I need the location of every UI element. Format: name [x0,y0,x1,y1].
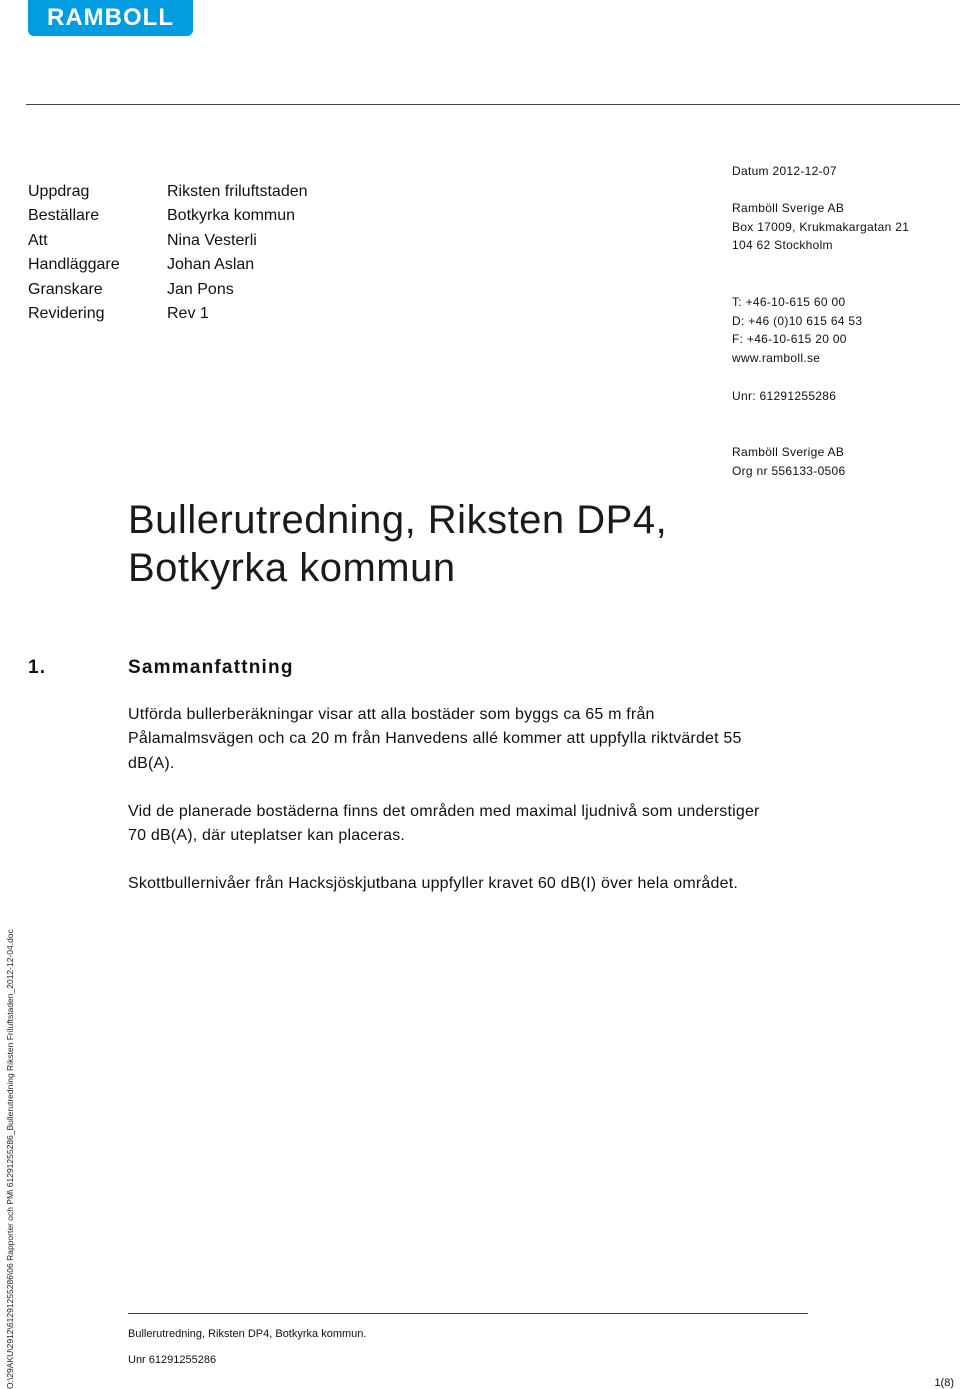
footer-title: Bullerutredning, Riksten DP4, Botkyrka kommun. [128,1328,367,1340]
meta-row-revidering [28,302,308,326]
meta-row-uppdrag [28,180,308,204]
meta-value: Nina Vesterli [167,231,257,249]
company-name: Ramböll Sverige AB [732,201,845,215]
company-address-block [732,199,909,255]
company-org-number: Org nr 556133-0506 [732,463,846,478]
document-title [128,496,667,592]
company-registration-block [732,443,845,480]
section-number: 1. [28,657,47,678]
meta-value: Rev 1 [167,305,209,323]
ramboll-logo [28,0,193,36]
paragraph-3: Skottbullernivåer från Hacksjöskjutbana uppfyller kravet 60 dB(I) över hela området. [128,875,738,892]
document-title-line2: Botkyrka kommun [128,546,456,590]
section-title: Sammanfattning [128,657,294,678]
meta-label: Handläggare [28,256,120,274]
company-postal: 104 62 Stockholm [732,238,833,252]
company-website[interactable]: www.ramboll.se [732,350,821,365]
logo-text: RAMBOLL [47,4,174,31]
side-file-path: O:\29AKU\2912\61291255286\06 Rapporter och PM\ 61291255286_Bullerutredning Riksten Friluftstaden_2012-12-04.doc [5,929,15,1389]
meta-table [28,180,308,326]
page-number: 1(8) [934,1377,954,1389]
meta-row-handlaggare [28,253,308,277]
paragraph-1: Utförda bullerberäkningar visar att alla bostäder som byggs ca 65 m från Pålamalmsvägen och ca 20 m från Hanvedens allé kommer att uppfylla riktvärdet 55 dB(A). [128,706,742,772]
meta-label: Uppdrag [28,183,90,200]
company-unr: Unr: 61291255286 [732,389,837,403]
meta-value: Jan Pons [167,280,234,298]
company-direct-phone: D: +46 (0)10 615 64 53 [732,313,863,328]
paragraph-2: Vid de planerade bostäderna finns det områden med maximal ljudnivå som understiger 70 dB(A), där uteplatser kan placeras. [128,803,760,845]
footer-divider [128,1313,808,1314]
document-title-line1: Bullerutredning, Riksten DP4, [128,498,668,542]
meta-value: Johan Aslan [167,256,255,274]
meta-label: Beställare [28,207,100,225]
company-phone: T: +46-10-615 60 00 [732,295,846,309]
footer-unr: Unr 61291255286 [128,1354,217,1366]
meta-row-att [28,229,308,253]
company-date: Datum 2012-12-07 [732,164,837,178]
company-contact-block [732,293,862,367]
header-divider [26,104,960,105]
meta-row-granskare [28,278,308,302]
company-fax: F: +46-10-615 20 00 [732,332,847,346]
company-box: Box 17009, Krukmakargatan 21 [732,219,910,234]
meta-value: Botkyrka kommun [167,207,296,225]
section-heading [28,657,294,679]
meta-row-bestallare [28,204,308,228]
meta-value: Riksten friluftstaden [167,183,308,200]
meta-label: Att [28,231,48,249]
meta-label: Granskare [28,280,103,298]
company-name-2: Ramböll Sverige AB [732,445,845,459]
meta-label: Revidering [28,305,105,323]
